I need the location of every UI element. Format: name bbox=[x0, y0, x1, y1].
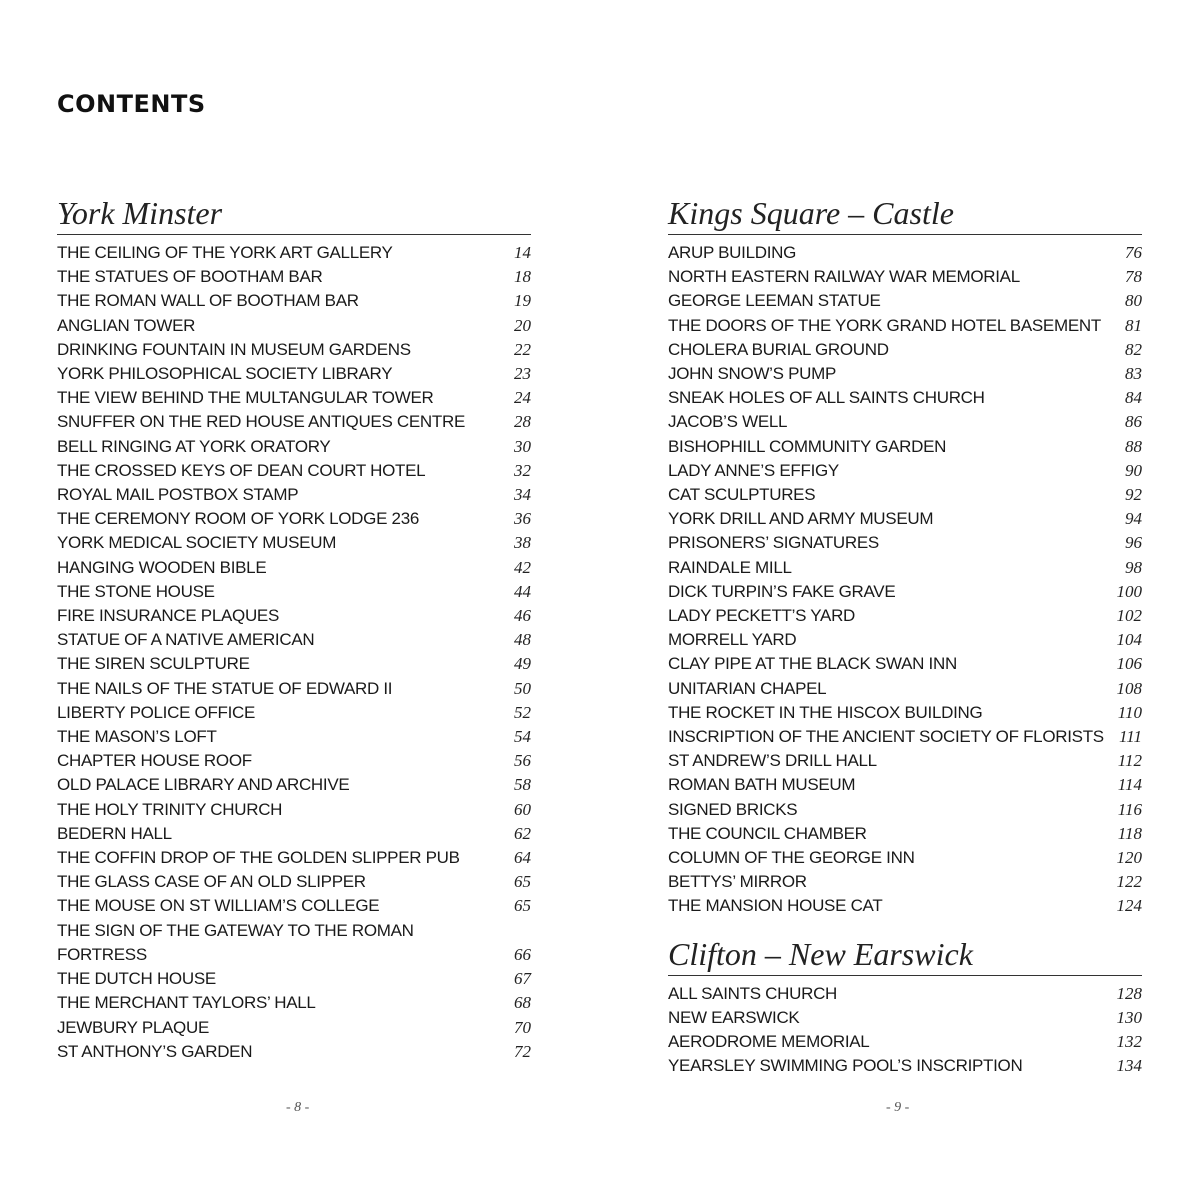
toc-entry-title: ALL SAINTS CHURCH bbox=[668, 983, 838, 1003]
toc-entry-title: OLD PALACE LIBRARY AND ARCHIVE bbox=[57, 775, 350, 795]
toc-entry bbox=[668, 459, 1142, 483]
toc-entry bbox=[668, 289, 1142, 313]
toc-entry-page-number: 36 bbox=[514, 509, 531, 529]
toc-entry-page-number: 114 bbox=[1117, 775, 1142, 795]
toc-entry-page-number: 111 bbox=[1119, 727, 1142, 747]
section-clifton-new-earswick bbox=[668, 933, 1142, 1079]
toc-entry-title: YORK DRILL AND ARMY MUSEUM bbox=[668, 509, 934, 529]
toc-entry bbox=[57, 725, 531, 749]
toc-entry-title: FIRE INSURANCE PLAQUES bbox=[57, 606, 280, 626]
toc-entry-page-number: 50 bbox=[514, 678, 531, 698]
page-number-right: - 9 - bbox=[886, 1100, 910, 1115]
toc-entry-page-number: 52 bbox=[514, 702, 531, 722]
toc-entry bbox=[668, 628, 1142, 652]
toc-entry-title: THE CEILING OF THE YORK ART GALLERY bbox=[57, 243, 393, 262]
toc-entry-title: INSCRIPTION OF THE ANCIENT SOCIETY OF FLORISTS bbox=[668, 727, 1104, 747]
toc-entry-page-number: 30 bbox=[514, 436, 531, 456]
toc-entry-title: BETTYS’ MIRROR bbox=[668, 872, 807, 892]
toc-entry-page-number: 83 bbox=[1125, 364, 1142, 384]
toc-entry-page-number: 20 bbox=[514, 315, 531, 335]
toc-entry-title: SNUFFER ON THE RED HOUSE ANTIQUES CENTRE bbox=[57, 412, 466, 432]
toc-entry bbox=[668, 241, 1142, 265]
toc-entry bbox=[57, 289, 531, 313]
toc-entry-title: LADY PECKETT’S YARD bbox=[668, 606, 856, 626]
toc-entry-title: LIBERTY POLICE OFFICE bbox=[57, 702, 256, 722]
toc-entry-title: NORTH EASTERN RAILWAY WAR MEMORIAL bbox=[668, 267, 1020, 287]
toc-entry-title: UNITARIAN CHAPEL bbox=[668, 678, 827, 698]
toc-entry-title: LADY ANNE’S EFFIGY bbox=[668, 460, 839, 480]
toc-entry-page-number: 94 bbox=[1125, 509, 1142, 529]
toc-entry-title: THE ROCKET IN THE HISCOX BUILDING bbox=[668, 702, 983, 722]
toc-entry-page-number: 48 bbox=[514, 630, 531, 650]
toc-entry bbox=[57, 991, 531, 1015]
toc-entry bbox=[668, 1006, 1142, 1030]
toc-entry-page-number: 70 bbox=[514, 1017, 531, 1037]
toc-entry bbox=[57, 846, 531, 870]
toc-entry-title: BELL RINGING AT YORK ORATORY bbox=[57, 436, 331, 456]
toc-entry-title: HANGING WOODEN BIBLE bbox=[57, 557, 267, 577]
toc-entry bbox=[57, 652, 531, 676]
toc-entry-page-number: 88 bbox=[1125, 436, 1142, 456]
toc-entry bbox=[668, 556, 1142, 580]
toc-entry bbox=[668, 982, 1142, 1006]
toc-entry-page-number: 76 bbox=[1125, 243, 1142, 262]
toc-entry-page-number: 65 bbox=[514, 896, 531, 916]
toc-entry-title: PRISONERS’ SIGNATURES bbox=[668, 533, 879, 553]
toc-entry-page-number: 38 bbox=[514, 533, 531, 553]
toc-entry-title: DICK TURPIN’S FAKE GRAVE bbox=[668, 581, 896, 601]
entry-list bbox=[668, 241, 1142, 919]
toc-entry-title: THE COUNCIL CHAMBER bbox=[668, 823, 867, 843]
toc-entry-page-number: 49 bbox=[514, 654, 531, 674]
toc-entry-page-number: 98 bbox=[1125, 557, 1142, 577]
toc-entry-page-number: 24 bbox=[514, 388, 531, 408]
toc-entry bbox=[668, 1054, 1142, 1078]
toc-entry-page-number: 120 bbox=[1116, 848, 1142, 868]
toc-entry bbox=[57, 459, 531, 483]
toc-entry-title: THE MASON’S LOFT bbox=[57, 727, 217, 747]
entry-list bbox=[57, 241, 531, 1064]
toc-entry-page-number: 18 bbox=[514, 267, 531, 287]
toc-entry bbox=[668, 386, 1142, 410]
toc-entry bbox=[668, 604, 1142, 628]
toc-entry-page-number: 54 bbox=[514, 727, 531, 747]
toc-entry-page-number: 96 bbox=[1125, 533, 1142, 553]
toc-entry-page-number: 84 bbox=[1125, 388, 1142, 408]
toc-entry-title: ROMAN BATH MUSEUM bbox=[668, 775, 856, 795]
toc-entry-title: CHAPTER HOUSE ROOF bbox=[57, 751, 252, 771]
toc-entry-title: CAT SCULPTURES bbox=[668, 485, 816, 505]
toc-entry-title: SNEAK HOLES OF ALL SAINTS CHURCH bbox=[668, 388, 985, 408]
toc-entry-page-number: 92 bbox=[1125, 485, 1142, 505]
toc-entry-title: THE MERCHANT TAYLORS’ HALL bbox=[57, 993, 316, 1013]
toc-entry bbox=[57, 967, 531, 991]
toc-entry-title: THE STATUES OF BOOTHAM BAR bbox=[57, 267, 323, 287]
toc-entry-page-number: 108 bbox=[1116, 678, 1142, 698]
toc-entry bbox=[57, 362, 531, 386]
toc-entry bbox=[57, 556, 531, 580]
toc-entry-title: THE ROMAN WALL OF BOOTHAM BAR bbox=[57, 291, 359, 311]
toc-entry-title: THE DOORS OF THE YORK GRAND HOTEL BASEMENT bbox=[668, 315, 1101, 335]
toc-entry-page-number: 28 bbox=[514, 412, 531, 432]
toc-entry bbox=[668, 749, 1142, 773]
toc-entry-title: GEORGE LEEMAN STATUE bbox=[668, 291, 881, 311]
toc-entry-page-number: 72 bbox=[514, 1041, 531, 1061]
toc-entry-title: THE VIEW BEHIND THE MULTANGULAR TOWER bbox=[57, 388, 434, 408]
toc-entry-title: THE STONE HOUSE bbox=[57, 581, 215, 601]
toc-entry-title: THE HOLY TRINITY CHURCH bbox=[57, 799, 283, 819]
toc-entry-page-number: 23 bbox=[514, 364, 531, 384]
toc-entry bbox=[57, 386, 531, 410]
toc-entry-title: YORK PHILOSOPHICAL SOCIETY LIBRARY bbox=[57, 364, 393, 384]
toc-entry bbox=[668, 846, 1142, 870]
toc-entry bbox=[668, 483, 1142, 507]
toc-entry-title: NEW EARSWICK bbox=[668, 1007, 800, 1027]
toc-entry bbox=[57, 1040, 531, 1064]
toc-entry bbox=[668, 580, 1142, 604]
toc-entry bbox=[57, 798, 531, 822]
section-title: Kings Square – Castle bbox=[668, 192, 1142, 235]
right-page-column bbox=[668, 192, 1142, 1093]
toc-entry bbox=[668, 677, 1142, 701]
toc-entry-page-number: 100 bbox=[1116, 581, 1142, 601]
toc-entry-title: THE MOUSE ON ST WILLIAM’S COLLEGE bbox=[57, 896, 380, 916]
toc-entry-page-number: 58 bbox=[514, 775, 531, 795]
toc-entry bbox=[668, 725, 1142, 749]
toc-entry-title: YEARSLEY SWIMMING POOL’S INSCRIPTION bbox=[668, 1056, 1023, 1076]
toc-entry-page-number: 32 bbox=[514, 460, 531, 480]
toc-entry bbox=[668, 265, 1142, 289]
toc-entry-title: ST ANTHONY’S GARDEN bbox=[57, 1041, 253, 1061]
toc-entry bbox=[668, 870, 1142, 894]
toc-entry-title: THE NAILS OF THE STATUE OF EDWARD II bbox=[57, 678, 393, 698]
toc-entry-page-number: 22 bbox=[514, 339, 531, 359]
toc-entry-page-number: 112 bbox=[1117, 751, 1142, 771]
toc-entry-page-number: 130 bbox=[1116, 1007, 1142, 1027]
toc-entry-title: THE CROSSED KEYS OF DEAN COURT HOTEL bbox=[57, 460, 426, 480]
toc-entry-page-number: 68 bbox=[514, 993, 531, 1013]
toc-entry bbox=[57, 507, 531, 531]
entry-list bbox=[668, 982, 1142, 1079]
toc-entry bbox=[57, 241, 531, 265]
toc-entry-title: COLUMN OF THE GEORGE INN bbox=[668, 848, 915, 868]
toc-entry-page-number: 19 bbox=[514, 291, 531, 311]
toc-entry-title: CLAY PIPE AT THE BLACK SWAN INN bbox=[668, 654, 957, 674]
toc-entry-page-number: 14 bbox=[514, 243, 531, 262]
toc-entry-title: THE SIREN SCULPTURE bbox=[57, 654, 250, 674]
toc-entry-page-number: 106 bbox=[1116, 654, 1142, 674]
toc-entry-page-number: 34 bbox=[514, 485, 531, 505]
toc-entry bbox=[57, 314, 531, 338]
toc-entry bbox=[57, 604, 531, 628]
toc-entry-title: RAINDALE MILL bbox=[668, 557, 792, 577]
toc-entry-page-number: 67 bbox=[514, 969, 531, 989]
page-title: CONTENTS bbox=[57, 90, 206, 118]
section-kings-square-castle bbox=[668, 192, 1142, 919]
toc-entry-title: THE GLASS CASE OF AN OLD SLIPPER bbox=[57, 872, 366, 892]
toc-entry bbox=[57, 822, 531, 846]
toc-entry-page-number: 62 bbox=[514, 823, 531, 843]
toc-entry-page-number: 78 bbox=[1125, 267, 1142, 287]
toc-entry bbox=[57, 749, 531, 773]
section-title: Clifton – New Earswick bbox=[668, 933, 1142, 976]
toc-entry-title: THE MANSION HOUSE CAT bbox=[668, 896, 883, 916]
toc-entry bbox=[57, 265, 531, 289]
toc-entry-page-number: 104 bbox=[1116, 630, 1142, 650]
toc-entry-page-number: 122 bbox=[1116, 872, 1142, 892]
toc-entry bbox=[57, 435, 531, 459]
toc-entry bbox=[668, 798, 1142, 822]
toc-entry-page-number: 82 bbox=[1125, 339, 1142, 359]
toc-entry-title: THE COFFIN DROP OF THE GOLDEN SLIPPER PUB bbox=[57, 848, 460, 868]
toc-entry bbox=[668, 773, 1142, 797]
toc-entry bbox=[668, 822, 1142, 846]
toc-entry-title: STATUE OF A NATIVE AMERICAN bbox=[57, 630, 315, 650]
toc-entry bbox=[668, 652, 1142, 676]
toc-entry-title: DRINKING FOUNTAIN IN MUSEUM GARDENS bbox=[57, 339, 411, 359]
toc-entry bbox=[668, 531, 1142, 555]
section-york-minster bbox=[57, 192, 531, 1064]
toc-entry bbox=[57, 483, 531, 507]
toc-entry bbox=[668, 701, 1142, 725]
toc-entry-page-number: 90 bbox=[1125, 460, 1142, 480]
toc-entry-page-number: 44 bbox=[514, 581, 531, 601]
toc-entry bbox=[668, 338, 1142, 362]
toc-entry-page-number: 86 bbox=[1125, 412, 1142, 432]
toc-entry bbox=[668, 410, 1142, 434]
toc-entry-page-number: 56 bbox=[514, 751, 531, 771]
section-title: York Minster bbox=[57, 192, 531, 235]
toc-entry-title: SIGNED BRICKS bbox=[668, 799, 798, 819]
toc-entry-page-number: 65 bbox=[514, 872, 531, 892]
toc-entry-title: BISHOPHILL COMMUNITY GARDEN bbox=[668, 436, 947, 456]
toc-entry bbox=[668, 314, 1142, 338]
toc-entry-title: THE DUTCH HOUSE bbox=[57, 969, 216, 989]
toc-entry-title: BEDERN HALL bbox=[57, 823, 172, 843]
toc-entry bbox=[57, 919, 531, 967]
toc-entry-page-number: 64 bbox=[514, 848, 531, 868]
toc-entry-title: MORRELL YARD bbox=[668, 630, 797, 650]
toc-entry-page-number: 81 bbox=[1125, 315, 1142, 335]
toc-entry-page-number: 134 bbox=[1116, 1056, 1142, 1076]
toc-entry bbox=[57, 580, 531, 604]
toc-entry-title: ROYAL MAIL POSTBOX STAMP bbox=[57, 485, 299, 505]
toc-entry bbox=[57, 773, 531, 797]
toc-entry-page-number: 60 bbox=[514, 799, 531, 819]
toc-entry bbox=[668, 507, 1142, 531]
toc-entry bbox=[57, 677, 531, 701]
toc-entry-page-number: 128 bbox=[1116, 983, 1142, 1003]
toc-entry-page-number: 102 bbox=[1116, 606, 1142, 626]
toc-entry bbox=[668, 362, 1142, 386]
left-page-column bbox=[57, 192, 531, 1078]
toc-entry bbox=[57, 1016, 531, 1040]
toc-entry bbox=[668, 435, 1142, 459]
toc-entry bbox=[57, 410, 531, 434]
toc-entry-page-number: 46 bbox=[514, 606, 531, 626]
toc-entry-title: ANGLIAN TOWER bbox=[57, 315, 196, 335]
toc-entry bbox=[57, 701, 531, 725]
toc-entry bbox=[668, 1030, 1142, 1054]
toc-entry bbox=[57, 338, 531, 362]
toc-entry-title: ST ANDREW’S DRILL HALL bbox=[668, 751, 877, 771]
toc-entry-title: ARUP BUILDING bbox=[668, 243, 797, 262]
toc-entry bbox=[57, 628, 531, 652]
toc-entry-title: CHOLERA BURIAL GROUND bbox=[668, 339, 889, 359]
toc-entry-page-number: 118 bbox=[1117, 823, 1142, 843]
toc-entry-title: JACOB’S WELL bbox=[668, 412, 788, 432]
toc-entry-page-number: 80 bbox=[1125, 291, 1142, 311]
toc-entry-page-number: 116 bbox=[1117, 799, 1142, 819]
toc-entry-title: JOHN SNOW’S PUMP bbox=[668, 364, 837, 384]
toc-entry-title: THE SIGN OF THE GATEWAY TO THE ROMAN FORTRESS bbox=[57, 920, 414, 964]
toc-entry-page-number: 110 bbox=[1117, 702, 1142, 722]
toc-entry-page-number: 66 bbox=[514, 944, 531, 964]
toc-entry-page-number: 132 bbox=[1116, 1032, 1142, 1052]
toc-entry bbox=[668, 894, 1142, 918]
toc-entry-title: THE CEREMONY ROOM OF YORK LODGE 236 bbox=[57, 509, 420, 529]
toc-entry-page-number: 42 bbox=[514, 557, 531, 577]
toc-entry-title: YORK MEDICAL SOCIETY MUSEUM bbox=[57, 533, 337, 553]
toc-entry-title: JEWBURY PLAQUE bbox=[57, 1017, 209, 1037]
toc-entry bbox=[57, 531, 531, 555]
toc-entry-title: AERODROME MEMORIAL bbox=[668, 1032, 870, 1052]
toc-entry bbox=[57, 894, 531, 918]
toc-entry bbox=[57, 870, 531, 894]
page-number-left: - 8 - bbox=[286, 1100, 310, 1115]
toc-entry-page-number: 124 bbox=[1116, 896, 1142, 916]
